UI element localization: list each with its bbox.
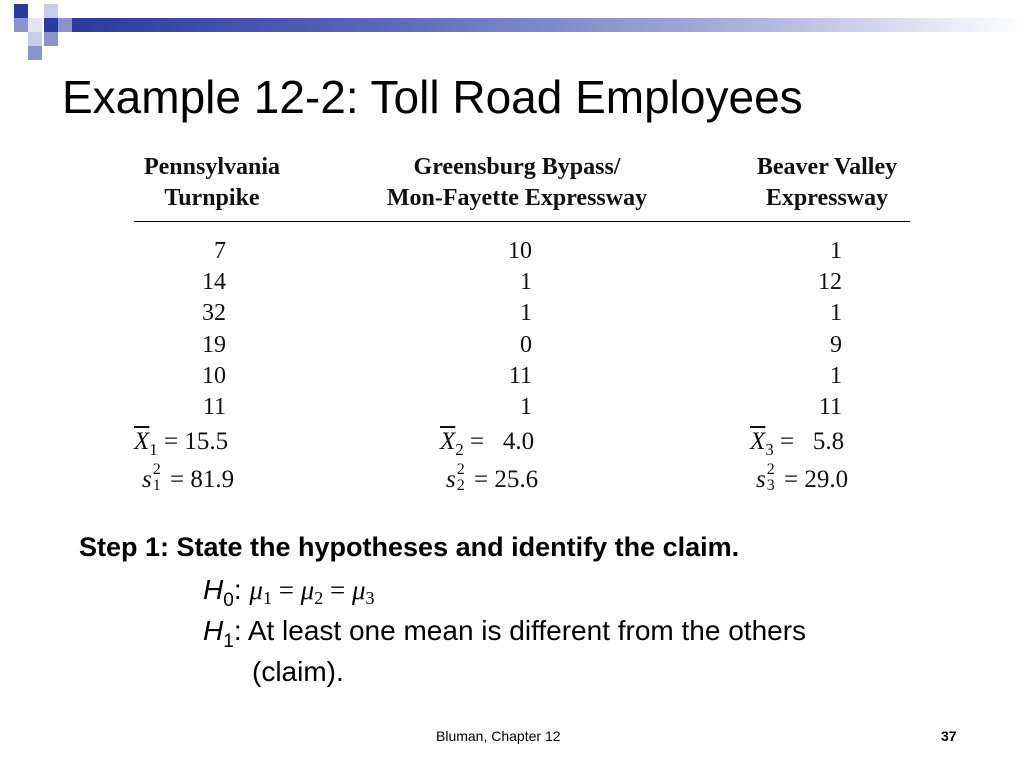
alternative-hypothesis: $H_1$: At least one mean is different from the others xyxy=(203,615,807,652)
sample-variance: s 2 3 = 29.0 xyxy=(756,461,849,494)
header-rule xyxy=(134,221,910,222)
banner-square xyxy=(28,18,42,32)
table-cell: 14 xyxy=(202,269,226,295)
table-cell: 10 xyxy=(202,363,226,389)
table-cell: 7 xyxy=(214,238,226,264)
table-cell: 12 xyxy=(818,269,842,295)
sample-variance: s 2 2 = 25.6 xyxy=(446,461,539,494)
sample-variance: s 2 1 = 81.9 xyxy=(142,461,235,494)
alternative-hypothesis-claim: (claim). xyxy=(252,656,344,687)
table-cell: 0 xyxy=(520,332,532,358)
table-cell: 32 xyxy=(202,300,226,326)
column-header: Pennsylvania Turnpike xyxy=(143,154,281,211)
footer-source: Bluman, Chapter 12 xyxy=(436,728,561,744)
sample-mean: $\overline{X}_3 = 5.8$ xyxy=(750,428,845,459)
table-cell: 19 xyxy=(202,332,226,358)
banner-square xyxy=(28,32,42,46)
banner-square xyxy=(14,18,28,32)
decorative-banner xyxy=(0,0,1024,62)
table-cell: 1 xyxy=(520,269,532,295)
table-cell: 1 xyxy=(830,238,842,264)
banner-square xyxy=(28,46,42,60)
column-header: Greensburg Bypass/ Mon-Fayette Expressway xyxy=(386,154,648,211)
table-cell: 11 xyxy=(508,363,532,389)
step-heading: Step 1: State the hypotheses and identify the claim. xyxy=(79,532,740,562)
table-cell: 1 xyxy=(520,394,532,420)
banner-bar xyxy=(72,18,1024,32)
sample-mean: $\overline{X}_1 = 15.5$ xyxy=(134,428,229,459)
null-hypothesis-formula: μ1 = μ2 = μ3 xyxy=(249,575,375,608)
slide-title: Example 12-2: Toll Road Employees xyxy=(62,71,803,123)
null-hypothesis: $H_0$: μ1 = μ2 = μ3 xyxy=(203,574,375,611)
table-cell: 9 xyxy=(830,332,842,358)
table-cell: 11 xyxy=(818,394,842,420)
banner-square xyxy=(14,4,28,18)
table-cell: 11 xyxy=(202,394,226,420)
table-cell: 1 xyxy=(830,300,842,326)
banner-square xyxy=(44,32,58,46)
table-cell: 1 xyxy=(520,300,532,326)
page-number: 37 xyxy=(941,728,957,744)
banner-square xyxy=(44,4,58,18)
sample-mean: $\overline{X}_2 = 4.0$ xyxy=(440,428,535,459)
table-cell: 10 xyxy=(508,238,532,264)
banner-square xyxy=(44,18,58,32)
table-cell: 1 xyxy=(830,363,842,389)
banner-square xyxy=(58,18,72,32)
column-header: Beaver Valley Expressway xyxy=(756,154,898,211)
